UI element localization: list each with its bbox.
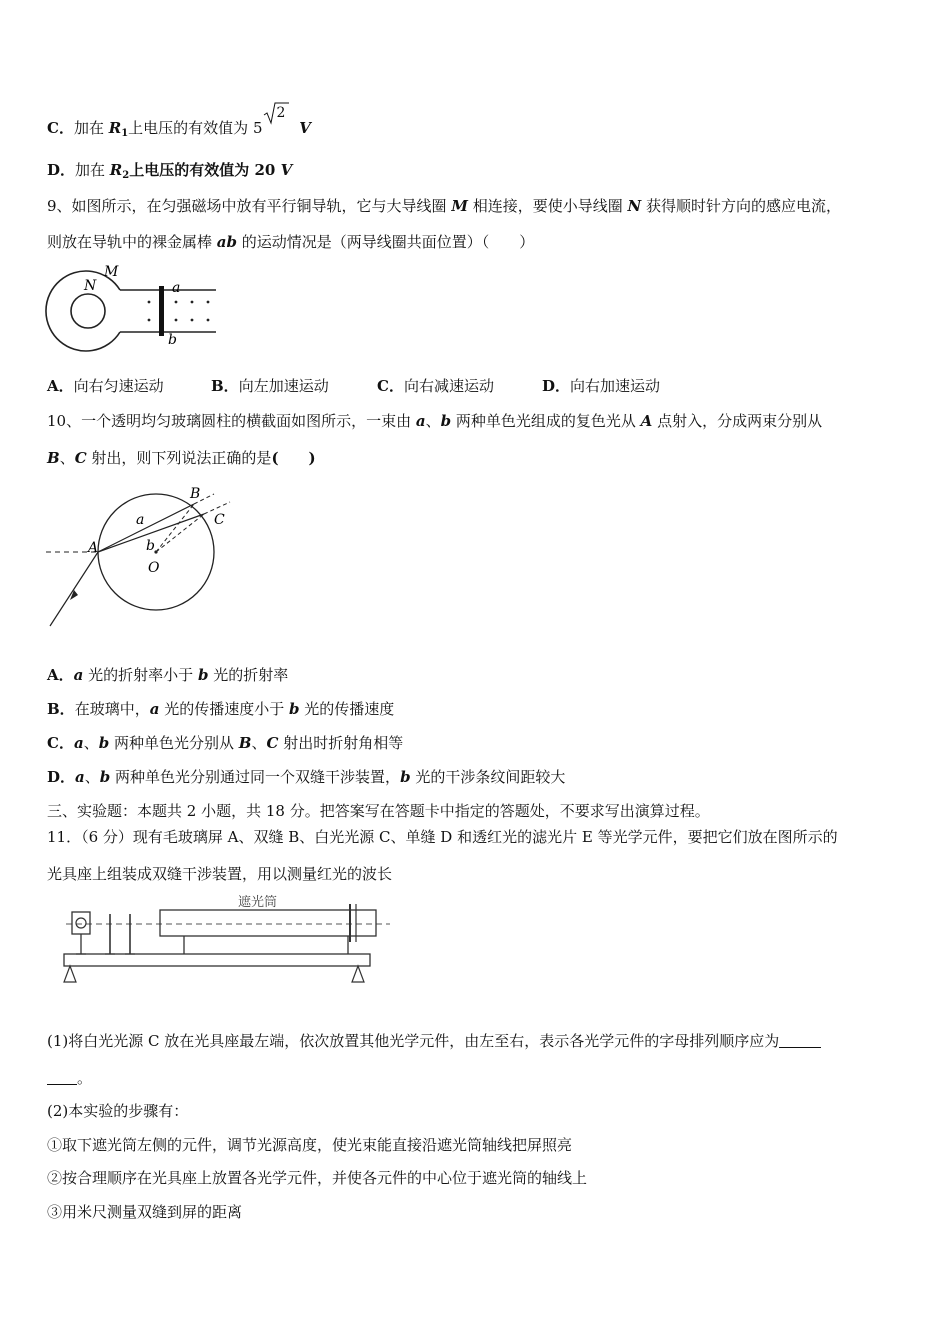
label-A: A <box>88 540 99 556</box>
q10-option-c[interactable]: C．a、b 两种单色光分别从 B、C 射出时折射角相等 <box>47 734 404 752</box>
q10-option-b[interactable]: B．在玻璃中，a 光的传播速度小于 b 光的传播速度 <box>47 700 395 718</box>
answer-blank[interactable] <box>779 1031 821 1048</box>
q11-step-2: ②按合理顺序在光具座上放置各光学元件，并使各元件的中心位于遮光筒的轴线上 <box>47 1169 588 1187</box>
q8-option-c: C．加在 $R_1$上电压的有效值为 5 2 V <box>47 105 311 139</box>
q11-part1-line1: (1)将白光光源 C 放在光具座最左端，依次放置其他光学元件，由左至右，表示各光学元件的字母排列顺序应为 <box>47 1031 821 1051</box>
radius-ob <box>156 504 194 552</box>
label-a: a <box>172 280 181 296</box>
q10-refraction-diagram <box>44 482 244 632</box>
q11-step-1: ①取下遮光筒左侧的元件，调节光源高度，使光束能直接沿遮光筒轴线把屏照亮 <box>47 1136 573 1154</box>
q11-stem-line2: 光具座上组装成双缝干涉装置，用以测量红光的波长 <box>47 865 393 883</box>
q9-stem-line2: 则放在导轨中的裸金属棒 ab 的运动情况是（两导线圈共面位置）（ ） <box>47 233 535 251</box>
label-C: C <box>214 512 225 528</box>
magnetic-field-dots <box>148 301 210 322</box>
q10-stem-line1: 10、一个透明均匀玻璃圆柱的横截面如图所示，一束由 a、b 两种单色光组成的复色光从 A 点射入，分成两束分别从 <box>47 412 823 430</box>
q8-option-d: D．加在 $R_2$上电压的有效值为 20 V <box>47 161 293 181</box>
optical-bench-rail <box>64 954 370 966</box>
q10-option-d[interactable]: D．a、b 两种单色光分别通过同一个双缝干涉装置，b 光的干涉条纹间距较大 <box>47 768 566 786</box>
label-b: b <box>146 538 155 554</box>
q9-option-a[interactable]: A．向右匀速运动 <box>47 377 164 395</box>
small-coil-n <box>71 294 105 328</box>
label-a: a <box>136 512 145 528</box>
incident-arrow <box>70 590 78 600</box>
q11-step-3: ③用米尺测量双缝到屏的距离 <box>47 1203 243 1221</box>
q11-optical-bench-diagram <box>58 890 398 992</box>
q9-option-b[interactable]: B．向左加速运动 <box>211 377 329 395</box>
big-coil-m <box>46 271 120 351</box>
light-source-bulb <box>76 918 86 928</box>
metal-rod-ab <box>159 286 164 336</box>
label-b: b <box>168 332 177 348</box>
q9-coil-diagram <box>44 262 224 358</box>
label-O: O <box>148 560 160 576</box>
label-B: B <box>190 486 201 502</box>
label-light-shield-tube: 遮光筒 <box>238 895 278 910</box>
incident-ray <box>50 552 98 626</box>
q11-part2-heading: (2)本实验的步骤有： <box>47 1102 189 1120</box>
section3-heading: 三、实验题：本题共 2 小题，共 18 分。把答案写在答题卡中指定的答题处，不要求写出演算过程。 <box>47 802 710 820</box>
q9-option-c[interactable]: C．向右减速运动 <box>377 377 494 395</box>
q10-stem-line2: B、C 射出，则下列说法正确的是( ) <box>47 449 316 467</box>
q10-option-a[interactable]: A．a 光的折射率小于 b 光的折射率 <box>47 666 289 684</box>
q11-part1-line2: 。 <box>47 1068 92 1088</box>
light-source-box <box>72 912 90 934</box>
sqrt-symbol: 2 <box>262 115 288 135</box>
q9-option-d[interactable]: D．向右加速运动 <box>542 377 661 395</box>
q9-stem-line1: 9、如图所示，在匀强磁场中放有平行铜导轨，它与大导线圈 M 相连接，要使小导线圈 N 获得顺时针方向的感应电流， <box>47 197 841 215</box>
light-shield-tube <box>160 910 376 936</box>
label-n: N <box>84 278 97 294</box>
label-m: M <box>104 264 119 280</box>
answer-blank-continued[interactable] <box>47 1068 77 1085</box>
bench-feet <box>64 966 364 982</box>
q11-stem-line1: 11．（6 分）现有毛玻璃屏 A、双缝 B、白光光源 C、单缝 D 和透红光的滤光片 E 等光学元件，要把它们放在图所示的 <box>47 828 838 846</box>
